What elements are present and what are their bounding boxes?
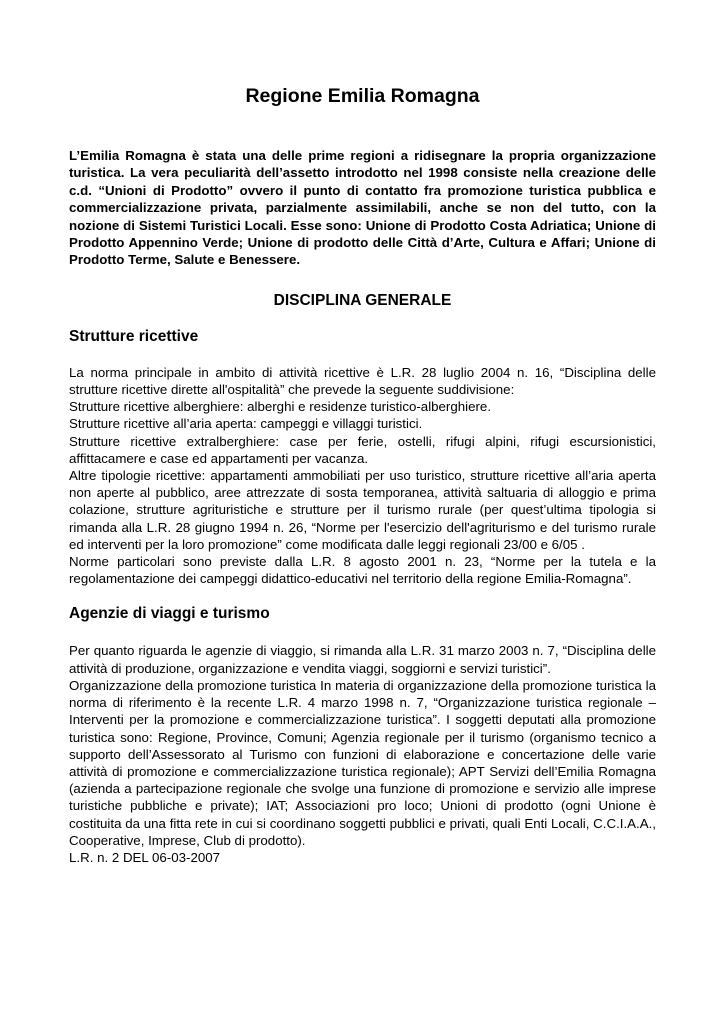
paragraph: Strutture ricettive extralberghiere: case per ferie, ostelli, rifugi alpini, rifugi escursionistici, affittacamere e case ed appartamenti per vacanza. xyxy=(69,433,656,466)
paragraph: La norma principale in ambito di attività ricettive è L.R. 28 luglio 2004 n. 16, “Disciplina delle strutture ricettive dirette all'ospitalità” che prevede la seguente suddivisione: xyxy=(69,364,656,398)
document-page xyxy=(69,84,656,866)
paragraph: Altre tipologie ricettive: appartamenti ammobiliati per uso turistico, strutture ricettive all’aria aperta non aperte al pubblico, aree attrezzate di sosta temporanea, attività saltuaria di alloggio e prima colazione, strutture agrituristiche e strutture per il turismo rurale (per quest’ultima tipologia si rimanda alla L.R. 28 giugno 1994 n. 26, “Norme per l'esercizio dell'agriturismo e del turismo rurale ed interventi per la loro promozione” come modificata dalle leggi regionali 23/00 e 6/05 . xyxy=(69,468,656,552)
agenzie-viaggi-body xyxy=(69,642,656,866)
paragraph: Norme particolari sono previste dalla L.R. 8 agosto 2001 n. 23, “Norme per la tutela e la regolamentazione dei campeggi didattico-educativi nel territorio della regione Emilia-Romagna”. xyxy=(69,554,656,587)
paragraph: Per quanto riguarda le agenzie di viaggio, si rimanda alla L.R. 31 marzo 2003 n. 7, “Disciplina delle attività di produzione, organizzazione e vendita viaggi, soggiorni e servizi turistici”. xyxy=(69,643,656,676)
paragraph: Organizzazione della promozione turistica In materia di organizzazione della promozione turistica la norma di riferimento è la recente L.R. 4 marzo 1998 n. 7, “Organizzazione turistica regionale – Interventi per la promozione e commercializzazione turistica”. I soggetti deputati alla promozione turistica sono: Regione, Province, Comuni; Agenzia regionale per il turismo (organismo tecnico a supporto dell’Assessorato al Turismo con funzioni di elaborazione e concertazione delle varie attività di promozione e commercializzazione turistica regionale); APT Servizi dell’Emilia Romagna (azienda a partecipazione regionale che svolge una funzione di promozione e servizio alle imprese turistiche pubbliche e private); IAT; Associazioni pro loco; Unioni di prodotto (ogni Unione è costituita da una fitta rete in cui si coordinano soggetti pubblici e privati, quali Enti Locali, C.C.I.A.A., Cooperative, Imprese, Club di prodotto). xyxy=(69,677,656,848)
paragraph: L.R. n. 2 DEL 06-03-2007 xyxy=(69,849,221,865)
subheading-agenzie-viaggi: Agenzie di viaggi e turismo xyxy=(69,605,270,623)
section-heading: DISCIPLINA GENERALE xyxy=(273,291,452,309)
intro-paragraph: L’Emilia Romagna è stata una delle prime regioni a ridisegnare la propria organizzazione turistica. La vera peculiarità dell’assetto introdotto nel 1998 consiste nella creazione delle c.d. “Unioni di Prodotto” ovvero il punto di contatto fra promozione turistica pubblica e commercializzazione privata, parzialmente assimilabili, anche se non del tutto, con la nozione di Sistemi Turistici Locali. Esse sono: Unione di Prodotto Costa Adriatica; Unione di Prodotto Appennino Verde; Unione di prodotto delle Città d’Arte, Cultura e Affari; Unione di Prodotto Terme, Salute e Benessere. xyxy=(69,148,656,268)
paragraph: Strutture ricettive all’aria aperta: campeggi e villaggi turistici. xyxy=(69,416,423,432)
paragraph: Strutture ricettive alberghiere: alberghi e residenze turistico-alberghiere. xyxy=(69,399,492,415)
subheading-strutture-ricettive: Strutture ricettive xyxy=(69,327,199,345)
document-title: Regione Emilia Romagna xyxy=(245,85,480,107)
strutture-ricettive-body xyxy=(69,364,656,588)
